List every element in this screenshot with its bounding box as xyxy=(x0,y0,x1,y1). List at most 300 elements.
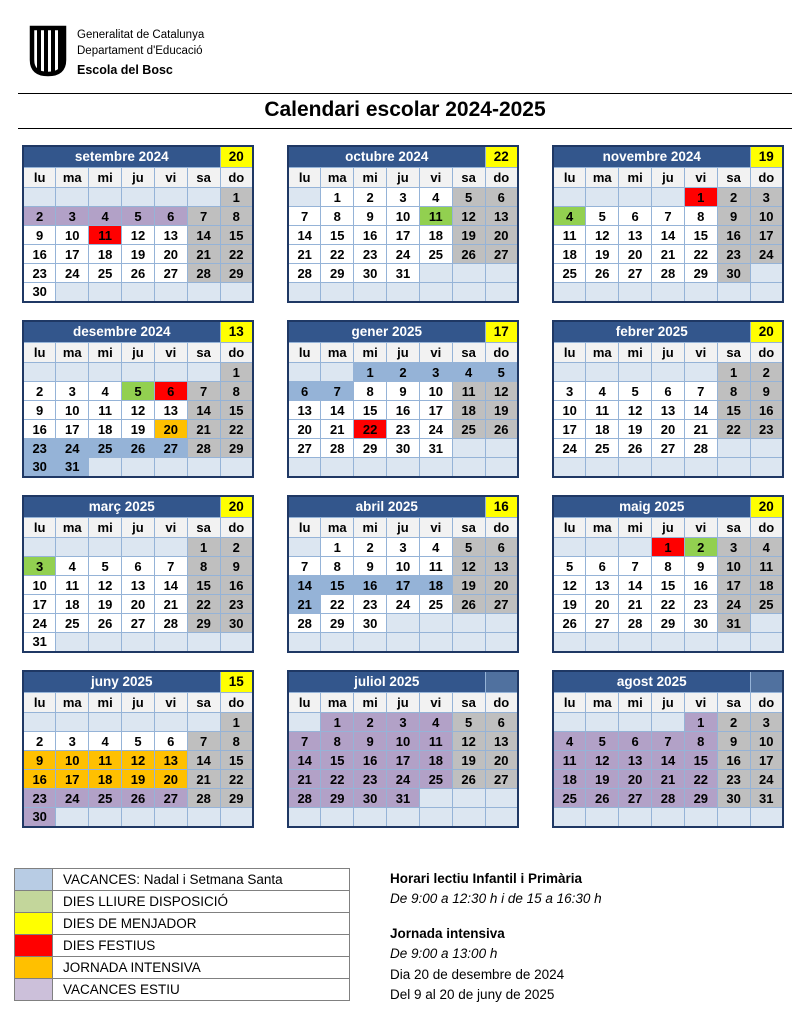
weekday-header: ju xyxy=(387,693,420,713)
weekday-header: ma xyxy=(321,518,354,538)
weekday-header: ma xyxy=(586,693,619,713)
empty-cell xyxy=(419,614,452,633)
day-cell: 7 xyxy=(288,207,321,226)
day-cell: 30 xyxy=(684,614,717,633)
day-cell: 29 xyxy=(684,264,717,283)
menjador-days-empty xyxy=(750,671,783,693)
day-cell: 8 xyxy=(321,207,354,226)
weekday-header: sa xyxy=(187,168,220,188)
day-cell: 13 xyxy=(122,576,155,595)
empty-cell xyxy=(419,789,452,808)
empty-cell xyxy=(387,283,420,302)
day-cell: 15 xyxy=(684,226,717,245)
day-cell: 19 xyxy=(619,420,652,439)
day-cell: 19 xyxy=(122,770,155,789)
weekday-header: lu xyxy=(288,168,321,188)
day-cell: 4 xyxy=(89,382,122,401)
day-cell: 28 xyxy=(288,614,321,633)
day-cell: 5 xyxy=(619,382,652,401)
day-cell: 4 xyxy=(89,207,122,226)
weekday-header: ma xyxy=(586,168,619,188)
day-cell: 18 xyxy=(56,595,89,614)
empty-cell xyxy=(750,614,783,633)
day-cell: 11 xyxy=(553,751,586,770)
empty-cell xyxy=(652,808,685,827)
day-cell: 4 xyxy=(553,732,586,751)
org-line1: Generalitat de Catalunya xyxy=(77,29,205,41)
day-cell: 9 xyxy=(387,382,420,401)
month-title: octubre 2024 xyxy=(288,146,485,168)
day-cell: 29 xyxy=(187,614,220,633)
day-cell: 12 xyxy=(553,576,586,595)
day-cell: 29 xyxy=(321,789,354,808)
intensive-hours: De 9:00 a 13:00 h xyxy=(390,946,498,962)
empty-cell xyxy=(553,713,586,732)
weekday-header: mi xyxy=(89,343,122,363)
weekday-header: mi xyxy=(619,518,652,538)
empty-cell xyxy=(23,713,56,732)
weekday-header: mi xyxy=(354,343,387,363)
empty-cell xyxy=(419,633,452,652)
day-cell: 7 xyxy=(619,557,652,576)
day-cell: 20 xyxy=(154,420,187,439)
empty-cell xyxy=(187,363,220,382)
day-cell: 19 xyxy=(586,245,619,264)
month-calendar xyxy=(552,670,784,828)
day-cell: 6 xyxy=(288,382,321,401)
day-cell: 13 xyxy=(154,401,187,420)
empty-cell xyxy=(553,363,586,382)
day-cell: 26 xyxy=(452,595,485,614)
day-cell: 10 xyxy=(750,207,783,226)
empty-cell xyxy=(684,633,717,652)
weekday-header: lu xyxy=(23,343,56,363)
empty-cell xyxy=(619,188,652,207)
day-cell: 1 xyxy=(321,188,354,207)
empty-cell xyxy=(750,808,783,827)
day-cell: 20 xyxy=(154,770,187,789)
weekday-header: mi xyxy=(89,518,122,538)
day-cell: 20 xyxy=(619,770,652,789)
empty-cell xyxy=(220,283,253,302)
month-title: juny 2025 xyxy=(23,671,220,693)
day-cell: 25 xyxy=(419,245,452,264)
day-cell: 27 xyxy=(619,789,652,808)
title-band xyxy=(18,93,792,129)
weekday-header: ju xyxy=(387,168,420,188)
day-cell: 18 xyxy=(419,576,452,595)
empty-cell xyxy=(387,808,420,827)
day-cell: 30 xyxy=(23,808,56,827)
empty-cell xyxy=(321,283,354,302)
day-cell: 26 xyxy=(485,420,518,439)
day-cell: 31 xyxy=(56,458,89,477)
empty-cell xyxy=(717,633,750,652)
day-cell: 2 xyxy=(354,188,387,207)
day-cell: 28 xyxy=(652,264,685,283)
day-cell: 1 xyxy=(652,538,685,557)
day-cell: 5 xyxy=(586,207,619,226)
day-cell: 2 xyxy=(750,363,783,382)
empty-cell xyxy=(452,439,485,458)
empty-cell xyxy=(122,283,155,302)
intensive-title: Jornada intensiva xyxy=(390,926,505,942)
menjador-days-count: 16 xyxy=(485,496,518,518)
empty-cell xyxy=(387,614,420,633)
day-cell: 20 xyxy=(485,576,518,595)
empty-cell xyxy=(586,538,619,557)
day-cell: 25 xyxy=(553,789,586,808)
day-cell: 30 xyxy=(23,458,56,477)
day-cell: 11 xyxy=(419,207,452,226)
month-calendar xyxy=(552,320,784,478)
empty-cell xyxy=(56,283,89,302)
day-cell: 3 xyxy=(23,557,56,576)
menjador-days-count: 20 xyxy=(220,146,253,168)
day-cell: 6 xyxy=(485,538,518,557)
weekday-header: lu xyxy=(553,518,586,538)
day-cell: 10 xyxy=(56,226,89,245)
schedule-hours: De 9:00 a 12:30 h i de 15 a 16:30 h xyxy=(390,890,602,906)
empty-cell xyxy=(553,633,586,652)
empty-cell xyxy=(553,808,586,827)
day-cell: 12 xyxy=(89,576,122,595)
day-cell: 17 xyxy=(419,401,452,420)
day-cell: 13 xyxy=(485,557,518,576)
day-cell: 14 xyxy=(154,576,187,595)
month-title: maig 2025 xyxy=(553,496,750,518)
day-cell: 29 xyxy=(652,614,685,633)
weekday-header: sa xyxy=(717,343,750,363)
day-cell: 19 xyxy=(586,770,619,789)
day-cell: 7 xyxy=(187,382,220,401)
day-cell: 24 xyxy=(750,245,783,264)
month-title: març 2025 xyxy=(23,496,220,518)
day-cell: 27 xyxy=(485,245,518,264)
day-cell: 1 xyxy=(684,188,717,207)
day-cell: 11 xyxy=(89,226,122,245)
day-cell: 10 xyxy=(553,401,586,420)
empty-cell xyxy=(452,633,485,652)
month-title: setembre 2024 xyxy=(23,146,220,168)
day-cell: 20 xyxy=(122,595,155,614)
day-cell: 7 xyxy=(187,732,220,751)
day-cell: 22 xyxy=(321,595,354,614)
day-cell: 16 xyxy=(23,245,56,264)
day-cell: 2 xyxy=(354,538,387,557)
day-cell: 11 xyxy=(419,557,452,576)
menjador-days-count: 22 xyxy=(485,146,518,168)
day-cell: 14 xyxy=(288,226,321,245)
day-cell: 12 xyxy=(619,401,652,420)
empty-cell xyxy=(553,538,586,557)
day-cell: 3 xyxy=(56,382,89,401)
day-cell: 25 xyxy=(553,264,586,283)
day-cell: 10 xyxy=(56,751,89,770)
day-cell: 30 xyxy=(23,283,56,302)
day-cell: 8 xyxy=(717,382,750,401)
day-cell: 18 xyxy=(89,245,122,264)
day-cell: 27 xyxy=(652,439,685,458)
empty-cell xyxy=(89,713,122,732)
day-cell: 7 xyxy=(187,207,220,226)
page-title: Calendari escolar 2024-2025 xyxy=(264,97,546,121)
day-cell: 4 xyxy=(419,188,452,207)
empty-cell xyxy=(485,439,518,458)
day-cell: 14 xyxy=(321,401,354,420)
day-cell: 18 xyxy=(553,770,586,789)
day-cell: 27 xyxy=(619,264,652,283)
day-cell: 20 xyxy=(288,420,321,439)
day-cell: 27 xyxy=(485,595,518,614)
day-cell: 26 xyxy=(122,789,155,808)
day-cell: 16 xyxy=(354,751,387,770)
empty-cell xyxy=(187,713,220,732)
day-cell: 21 xyxy=(187,245,220,264)
day-cell: 13 xyxy=(652,401,685,420)
day-cell: 31 xyxy=(419,439,452,458)
menjador-days-count: 15 xyxy=(220,671,253,693)
month-calendar xyxy=(22,670,254,828)
empty-cell xyxy=(288,283,321,302)
empty-cell xyxy=(452,789,485,808)
empty-cell xyxy=(288,633,321,652)
weekday-header: mi xyxy=(619,343,652,363)
menjador-days-empty xyxy=(485,671,518,693)
day-cell: 19 xyxy=(452,576,485,595)
day-cell: 22 xyxy=(321,770,354,789)
empty-cell xyxy=(750,439,783,458)
day-cell: 17 xyxy=(387,226,420,245)
day-cell: 10 xyxy=(387,732,420,751)
day-cell: 25 xyxy=(419,595,452,614)
day-cell: 16 xyxy=(220,576,253,595)
empty-cell xyxy=(485,633,518,652)
empty-cell xyxy=(452,614,485,633)
day-cell: 11 xyxy=(750,557,783,576)
day-cell: 21 xyxy=(288,770,321,789)
day-cell: 17 xyxy=(56,770,89,789)
weekday-header: do xyxy=(750,343,783,363)
day-cell: 24 xyxy=(56,789,89,808)
empty-cell xyxy=(56,188,89,207)
empty-cell xyxy=(652,283,685,302)
day-cell: 10 xyxy=(717,557,750,576)
month-calendar xyxy=(22,495,254,653)
day-cell: 12 xyxy=(452,732,485,751)
empty-cell xyxy=(154,363,187,382)
weekday-header: lu xyxy=(23,518,56,538)
empty-cell xyxy=(452,808,485,827)
empty-cell xyxy=(89,363,122,382)
day-cell: 7 xyxy=(321,382,354,401)
weekday-header: ma xyxy=(56,168,89,188)
weekday-header: vi xyxy=(419,518,452,538)
empty-cell xyxy=(56,363,89,382)
day-cell: 26 xyxy=(619,439,652,458)
empty-cell xyxy=(122,713,155,732)
menjador-days-count: 19 xyxy=(750,146,783,168)
day-cell: 2 xyxy=(354,713,387,732)
day-cell: 15 xyxy=(321,226,354,245)
day-cell: 6 xyxy=(154,207,187,226)
empty-cell xyxy=(586,713,619,732)
day-cell: 15 xyxy=(220,751,253,770)
day-cell: 29 xyxy=(220,789,253,808)
day-cell: 2 xyxy=(387,363,420,382)
day-cell: 22 xyxy=(717,420,750,439)
day-cell: 28 xyxy=(187,264,220,283)
day-cell: 5 xyxy=(452,538,485,557)
weekday-header: vi xyxy=(154,693,187,713)
day-cell: 20 xyxy=(652,420,685,439)
day-cell: 22 xyxy=(684,245,717,264)
month-calendar xyxy=(287,670,519,828)
day-cell: 22 xyxy=(187,595,220,614)
day-cell: 16 xyxy=(23,770,56,789)
day-cell: 30 xyxy=(354,789,387,808)
empty-cell xyxy=(288,188,321,207)
footer xyxy=(14,868,810,1006)
day-cell: 4 xyxy=(586,382,619,401)
day-cell: 20 xyxy=(619,245,652,264)
empty-cell xyxy=(89,633,122,652)
empty-cell xyxy=(619,283,652,302)
empty-cell xyxy=(288,363,321,382)
weekday-header: ju xyxy=(652,693,685,713)
day-cell: 17 xyxy=(387,576,420,595)
day-cell: 24 xyxy=(717,595,750,614)
day-cell: 27 xyxy=(122,614,155,633)
day-cell: 26 xyxy=(122,264,155,283)
day-cell: 20 xyxy=(586,595,619,614)
weekday-header: do xyxy=(220,343,253,363)
day-cell: 15 xyxy=(187,576,220,595)
empty-cell xyxy=(89,538,122,557)
weekday-header: ma xyxy=(321,693,354,713)
legend-label: DIES FESTIUS xyxy=(53,934,350,956)
day-cell: 7 xyxy=(652,207,685,226)
day-cell: 31 xyxy=(750,789,783,808)
weekday-header: vi xyxy=(684,518,717,538)
day-cell: 1 xyxy=(321,713,354,732)
day-cell: 22 xyxy=(220,420,253,439)
day-cell: 16 xyxy=(23,420,56,439)
day-cell: 4 xyxy=(89,732,122,751)
day-cell: 29 xyxy=(321,264,354,283)
day-cell: 17 xyxy=(23,595,56,614)
day-cell: 18 xyxy=(750,576,783,595)
document-header xyxy=(0,0,810,80)
day-cell: 25 xyxy=(586,439,619,458)
day-cell: 10 xyxy=(56,401,89,420)
legend-swatch xyxy=(15,890,53,912)
legend-swatch xyxy=(15,868,53,890)
weekday-header: sa xyxy=(452,168,485,188)
empty-cell xyxy=(187,458,220,477)
day-cell: 11 xyxy=(56,576,89,595)
weekday-header: vi xyxy=(419,693,452,713)
day-cell: 23 xyxy=(23,439,56,458)
day-cell: 5 xyxy=(452,713,485,732)
legend-swatch xyxy=(15,956,53,978)
weekday-header: vi xyxy=(684,343,717,363)
weekday-header: vi xyxy=(154,168,187,188)
day-cell: 2 xyxy=(23,207,56,226)
day-cell: 16 xyxy=(354,576,387,595)
day-cell: 27 xyxy=(586,614,619,633)
empty-cell xyxy=(354,458,387,477)
month-title: juliol 2025 xyxy=(288,671,485,693)
day-cell: 8 xyxy=(652,557,685,576)
empty-cell xyxy=(89,188,122,207)
day-cell: 19 xyxy=(452,751,485,770)
day-cell: 12 xyxy=(586,751,619,770)
day-cell: 10 xyxy=(23,576,56,595)
day-cell: 19 xyxy=(553,595,586,614)
weekday-header: ju xyxy=(387,343,420,363)
empty-cell xyxy=(750,633,783,652)
day-cell: 4 xyxy=(750,538,783,557)
weekday-header: mi xyxy=(89,168,122,188)
day-cell: 18 xyxy=(419,226,452,245)
empty-cell xyxy=(122,633,155,652)
empty-cell xyxy=(288,458,321,477)
day-cell: 23 xyxy=(354,595,387,614)
day-cell: 31 xyxy=(23,633,56,652)
day-cell: 10 xyxy=(387,557,420,576)
day-cell: 15 xyxy=(652,576,685,595)
day-cell: 2 xyxy=(684,538,717,557)
org-line2: Departament d'Educació xyxy=(77,45,203,58)
school-name: Escola del Bosc xyxy=(77,63,173,78)
menjador-days-count: 20 xyxy=(750,321,783,343)
empty-cell xyxy=(288,538,321,557)
day-cell: 20 xyxy=(154,245,187,264)
empty-cell xyxy=(56,633,89,652)
day-cell: 17 xyxy=(750,751,783,770)
empty-cell xyxy=(652,633,685,652)
day-cell: 14 xyxy=(187,401,220,420)
day-cell: 15 xyxy=(220,226,253,245)
day-cell: 9 xyxy=(354,207,387,226)
legend-label: DIES DE MENJADOR xyxy=(53,912,350,934)
weekday-header: mi xyxy=(619,168,652,188)
day-cell: 12 xyxy=(122,751,155,770)
empty-cell xyxy=(56,808,89,827)
day-cell: 26 xyxy=(452,245,485,264)
day-cell: 29 xyxy=(220,439,253,458)
weekday-header: sa xyxy=(717,518,750,538)
legend-label: VACANCES ESTIU xyxy=(53,978,350,1000)
day-cell: 9 xyxy=(23,751,56,770)
day-cell: 8 xyxy=(684,207,717,226)
weekday-header: vi xyxy=(154,343,187,363)
day-cell: 14 xyxy=(652,226,685,245)
empty-cell xyxy=(750,458,783,477)
empty-cell xyxy=(619,713,652,732)
weekday-header: ma xyxy=(586,518,619,538)
empty-cell xyxy=(652,188,685,207)
weekday-header: do xyxy=(750,168,783,188)
empty-cell xyxy=(288,713,321,732)
day-cell: 5 xyxy=(485,363,518,382)
empty-cell xyxy=(485,614,518,633)
empty-cell xyxy=(684,458,717,477)
empty-cell xyxy=(452,283,485,302)
day-cell: 12 xyxy=(122,226,155,245)
day-cell: 16 xyxy=(750,401,783,420)
